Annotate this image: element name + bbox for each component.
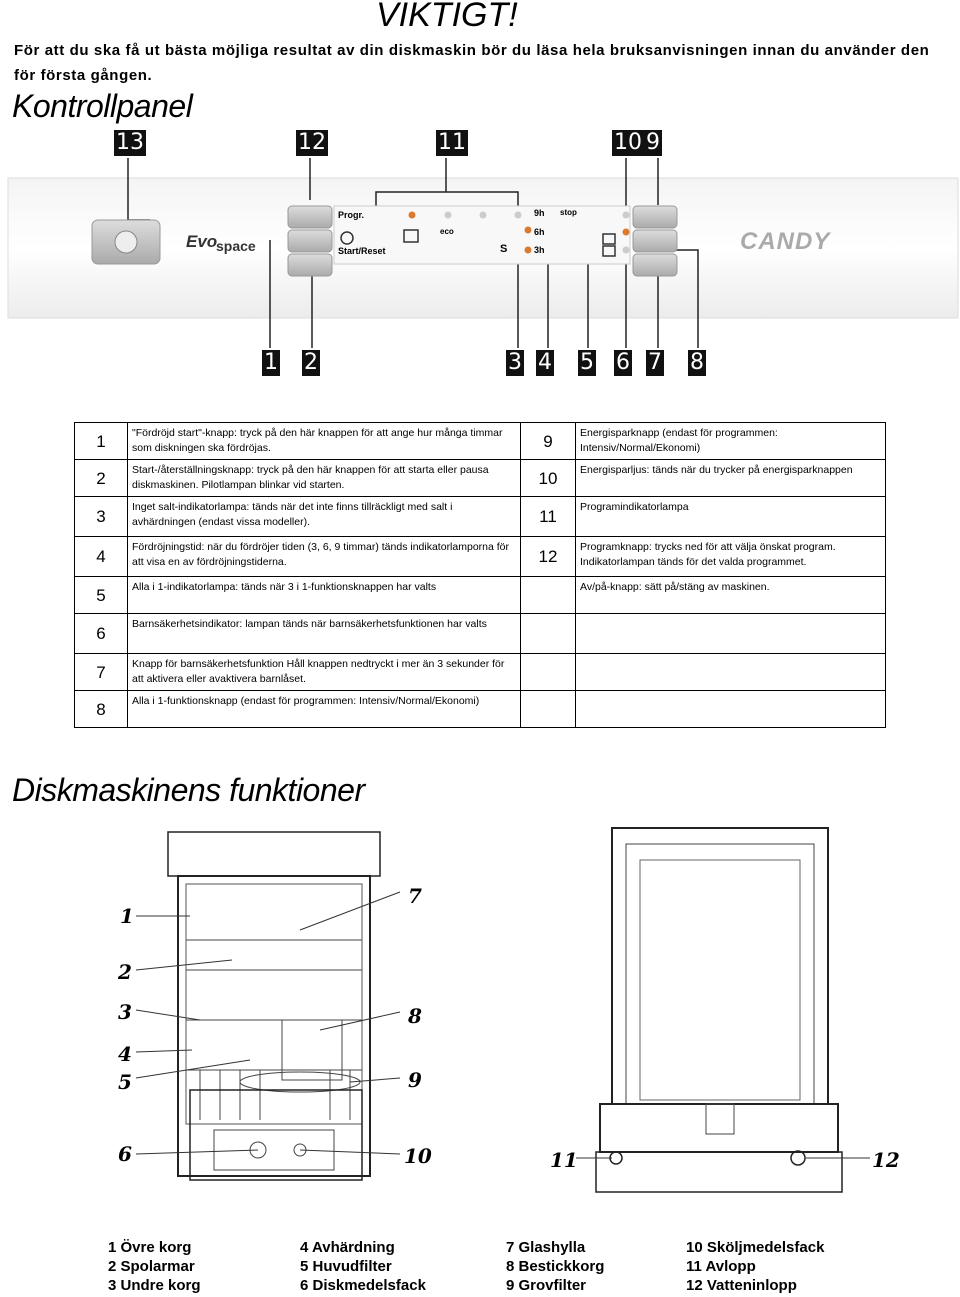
table-row [75,537,886,577]
legend-item: 3 Undre korg [108,1277,201,1294]
row-number-right [521,577,576,614]
legend-item: 12 Vatteninlopp [686,1277,797,1294]
row-number-right: 11 [521,497,576,537]
row-number-right [521,614,576,654]
callout-10: 10 [614,130,642,155]
row-description-right [576,654,886,691]
callout-8: 8 [690,350,704,375]
legend-item: 1 Övre korg [108,1239,192,1256]
brand-space: space [216,238,256,254]
row-description: Inget salt-indikatorlampa: tänds när det inte finns tillräckligt med salt i avhärdningen (endast vissa modeller). [128,497,521,537]
row-description: Start-/återställningsknapp: tryck på den här knappen för att starta eller pausa diskmaskinen. Pilotlampan blinkar vid starten. [128,460,521,497]
table-row [75,460,886,497]
callout-6: 6 [616,350,630,375]
callout-2: 2 [304,350,318,375]
row-description-right: Energisparknapp (endast för programmen: Intensiv/Normal/Ekonomi) [576,423,886,460]
label-3h: 3h [534,245,545,255]
legend-item: 11 Avlopp [686,1258,756,1275]
row-number: 2 [75,460,128,497]
row-description: Alla i 1-funktionsknapp (endast för programmen: Intensiv/Normal/Ekonomi) [128,691,521,728]
legend-item: 8 Bestickkorg [506,1258,605,1275]
diagram-label-5: 5 [118,1070,132,1094]
table-row [75,614,886,654]
row-number: 8 [75,691,128,728]
row-number-right: 12 [521,537,576,577]
label-6h: 6h [534,227,545,237]
row-number-right: 10 [521,460,576,497]
legend-item: 9 Grovfilter [506,1277,587,1294]
intro-text: För att du ska få ut bästa möjliga resultat av din diskmaskin bör du läsa hela bruksanvisningen innan du använder den för första gången. [14,42,930,84]
legend-col-4 [686,1238,824,1295]
row-description-right: Av/på-knapp: sätt på/stäng av maskinen. [576,577,886,614]
row-description: "Fördröjd start"-knapp: tryck på den här knappen för att ange hur många timmar som diskningen ska fördröjas. [128,423,521,460]
callout-13: 13 [116,130,144,155]
label-9h: 9h [534,208,545,218]
legend-col-2 [300,1238,426,1295]
legend-item: 2 Spolarmar [108,1258,195,1275]
row-number: 7 [75,654,128,691]
diagram-label-9: 9 [408,1068,422,1092]
kontrollpanel-heading: Kontrollpanel [12,88,193,124]
control-panel-illustration [0,150,960,400]
brand-evo: Evo [186,232,218,251]
callout-9: 9 [646,130,660,155]
legend-item: 5 Huvudfilter [300,1258,392,1275]
table-row [75,577,886,614]
row-number: 3 [75,497,128,537]
page-title: VIKTIGT! [376,0,518,34]
callout-3: 3 [508,350,522,375]
callout-5: 5 [580,350,594,375]
dishwasher-illustration [0,820,960,1230]
callout-7: 7 [648,350,662,375]
row-description-right: Energisparljus: tänds när du trycker på energisparknappen [576,460,886,497]
row-description: Knapp för barnsäkerhetsfunktion Håll knappen nedtryckt i mer än 3 sekunder för att aktivera eller avaktivera barnlåset. [128,654,521,691]
table-row [75,423,886,460]
row-number: 1 [75,423,128,460]
legend-item: 10 Sköljmedelsfack [686,1239,825,1256]
control-panel-table [74,422,886,728]
salt-icon: S [500,243,508,255]
diagram-label-2: 2 [118,960,132,984]
table-row [75,691,886,728]
callout-12: 12 [298,130,326,155]
row-number-right [521,691,576,728]
row-description-right: Programknapp: trycks ned för att välja önskat program. Indikatorlampan tänds för det valda programmet. [576,537,886,577]
diagram-label-7: 7 [408,884,422,908]
row-number-right: 9 [521,423,576,460]
diagram-label-1: 1 [120,904,134,928]
diagram-label-4: 4 [118,1042,132,1066]
legend-col-3 [506,1238,604,1295]
funktioner-heading: Diskmaskinens funktioner [12,772,365,808]
diagram-label-12: 12 [872,1148,900,1172]
diagram-label-10: 10 [404,1144,432,1168]
label-start-reset: Start/Reset [338,246,386,256]
label-stop: stop [560,208,577,217]
row-number: 6 [75,614,128,654]
row-description-right [576,691,886,728]
diagram-label-3: 3 [118,1000,132,1024]
label-eco: eco [440,227,454,236]
row-description: Alla i 1-indikatorlampa: tänds när 3 i 1-funktionsknappen har valts [128,577,521,614]
diagram-label-6: 6 [118,1142,132,1166]
row-number: 5 [75,577,128,614]
row-number-right [521,654,576,691]
row-description: Barnsäkerhetsindikator: lampan tänds när barnsäkerhetsfunktionen har valts [128,614,521,654]
legend-item: 4 Avhärdning [300,1239,395,1256]
legend-item: 7 Glashylla [506,1239,586,1256]
brand-logo: CANDY [740,228,831,255]
row-description: Fördröjningstid: när du fördröjer tiden (3, 6, 9 timmar) tänds indikatorlamporna för att visa en av fördröjningstiderna. [128,537,521,577]
label-progr: Progr. [338,210,365,220]
callout-1: 1 [264,350,278,375]
legend-col-1 [108,1238,201,1295]
legend-item: 6 Diskmedelsfack [300,1277,426,1294]
row-description-right [576,614,886,654]
callout-4: 4 [538,350,552,375]
diagram-label-8: 8 [408,1004,422,1028]
row-number: 4 [75,537,128,577]
callout-11: 11 [438,130,466,155]
table-row [75,497,886,537]
row-description-right: Programindikatorlampa [576,497,886,537]
table-row [75,654,886,691]
diagram-label-11: 11 [550,1148,578,1172]
